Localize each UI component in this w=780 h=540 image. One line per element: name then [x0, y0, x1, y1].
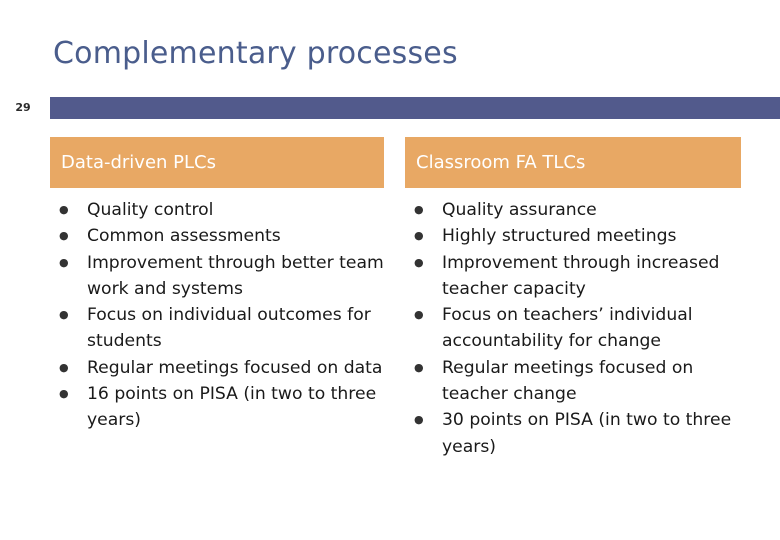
list-item-text: Improvement through increased teacher capacity: [442, 252, 720, 299]
list-item-text: Highly structured meetings: [442, 226, 677, 247]
column-header: Classroom FA TLCs: [405, 137, 741, 188]
list-item-text: Quality assurance: [442, 200, 597, 220]
bullet-dot-icon: ●: [414, 308, 424, 322]
list-item: [405, 355, 741, 408]
list-item-text: Focus on teachers’ individual accountability for change: [442, 305, 693, 352]
title-rule-bar: [50, 97, 780, 119]
list-item: [405, 223, 741, 249]
list-item-text: Regular meetings focused on data: [87, 357, 383, 378]
list-item-text: Regular meetings focused on teacher change: [442, 357, 694, 405]
bullet-dot-icon: ●: [414, 413, 424, 427]
bullet-dot-icon: ●: [414, 255, 424, 269]
list-item: [50, 223, 384, 249]
bullet-dot-icon: ●: [59, 360, 69, 374]
list-item: [405, 197, 741, 223]
list-item: [405, 407, 741, 460]
list-item-text: 16 points on PISA (in two to three years): [87, 384, 377, 431]
bullet-dot-icon: ●: [59, 308, 69, 322]
list-item-text: Quality control: [87, 200, 214, 220]
bullet-dot-icon: ●: [414, 360, 424, 374]
column-header: Data-driven PLCs: [50, 137, 384, 188]
bullet-list: [405, 197, 741, 460]
column-data-driven-plcs: [50, 137, 384, 434]
list-item: [50, 250, 384, 303]
list-item: [50, 197, 384, 223]
list-item: [50, 381, 384, 434]
list-item: [405, 302, 741, 355]
column-classroom-fa-tlcs: [405, 137, 741, 460]
bullet-dot-icon: ●: [59, 229, 69, 243]
list-item-text: Improvement through better team work and systems: [87, 252, 384, 299]
list-item-text: Common assessments: [87, 226, 281, 247]
bullet-dot-icon: ●: [414, 229, 424, 243]
list-item-text: Focus on individual outcomes for students: [87, 305, 371, 352]
list-item-text: 30 points on PISA (in two to three years): [442, 410, 732, 457]
list-item: [50, 302, 384, 355]
list-item: [405, 250, 741, 303]
bullet-dot-icon: ●: [59, 255, 69, 269]
bullet-dot-icon: ●: [414, 203, 424, 216]
bullet-list: [50, 197, 384, 434]
list-item: [50, 355, 384, 381]
bullet-dot-icon: ●: [59, 387, 69, 401]
slide-title: Complementary processes: [53, 36, 458, 71]
slide-number: 29: [0, 97, 46, 119]
bullet-dot-icon: ●: [59, 203, 69, 216]
